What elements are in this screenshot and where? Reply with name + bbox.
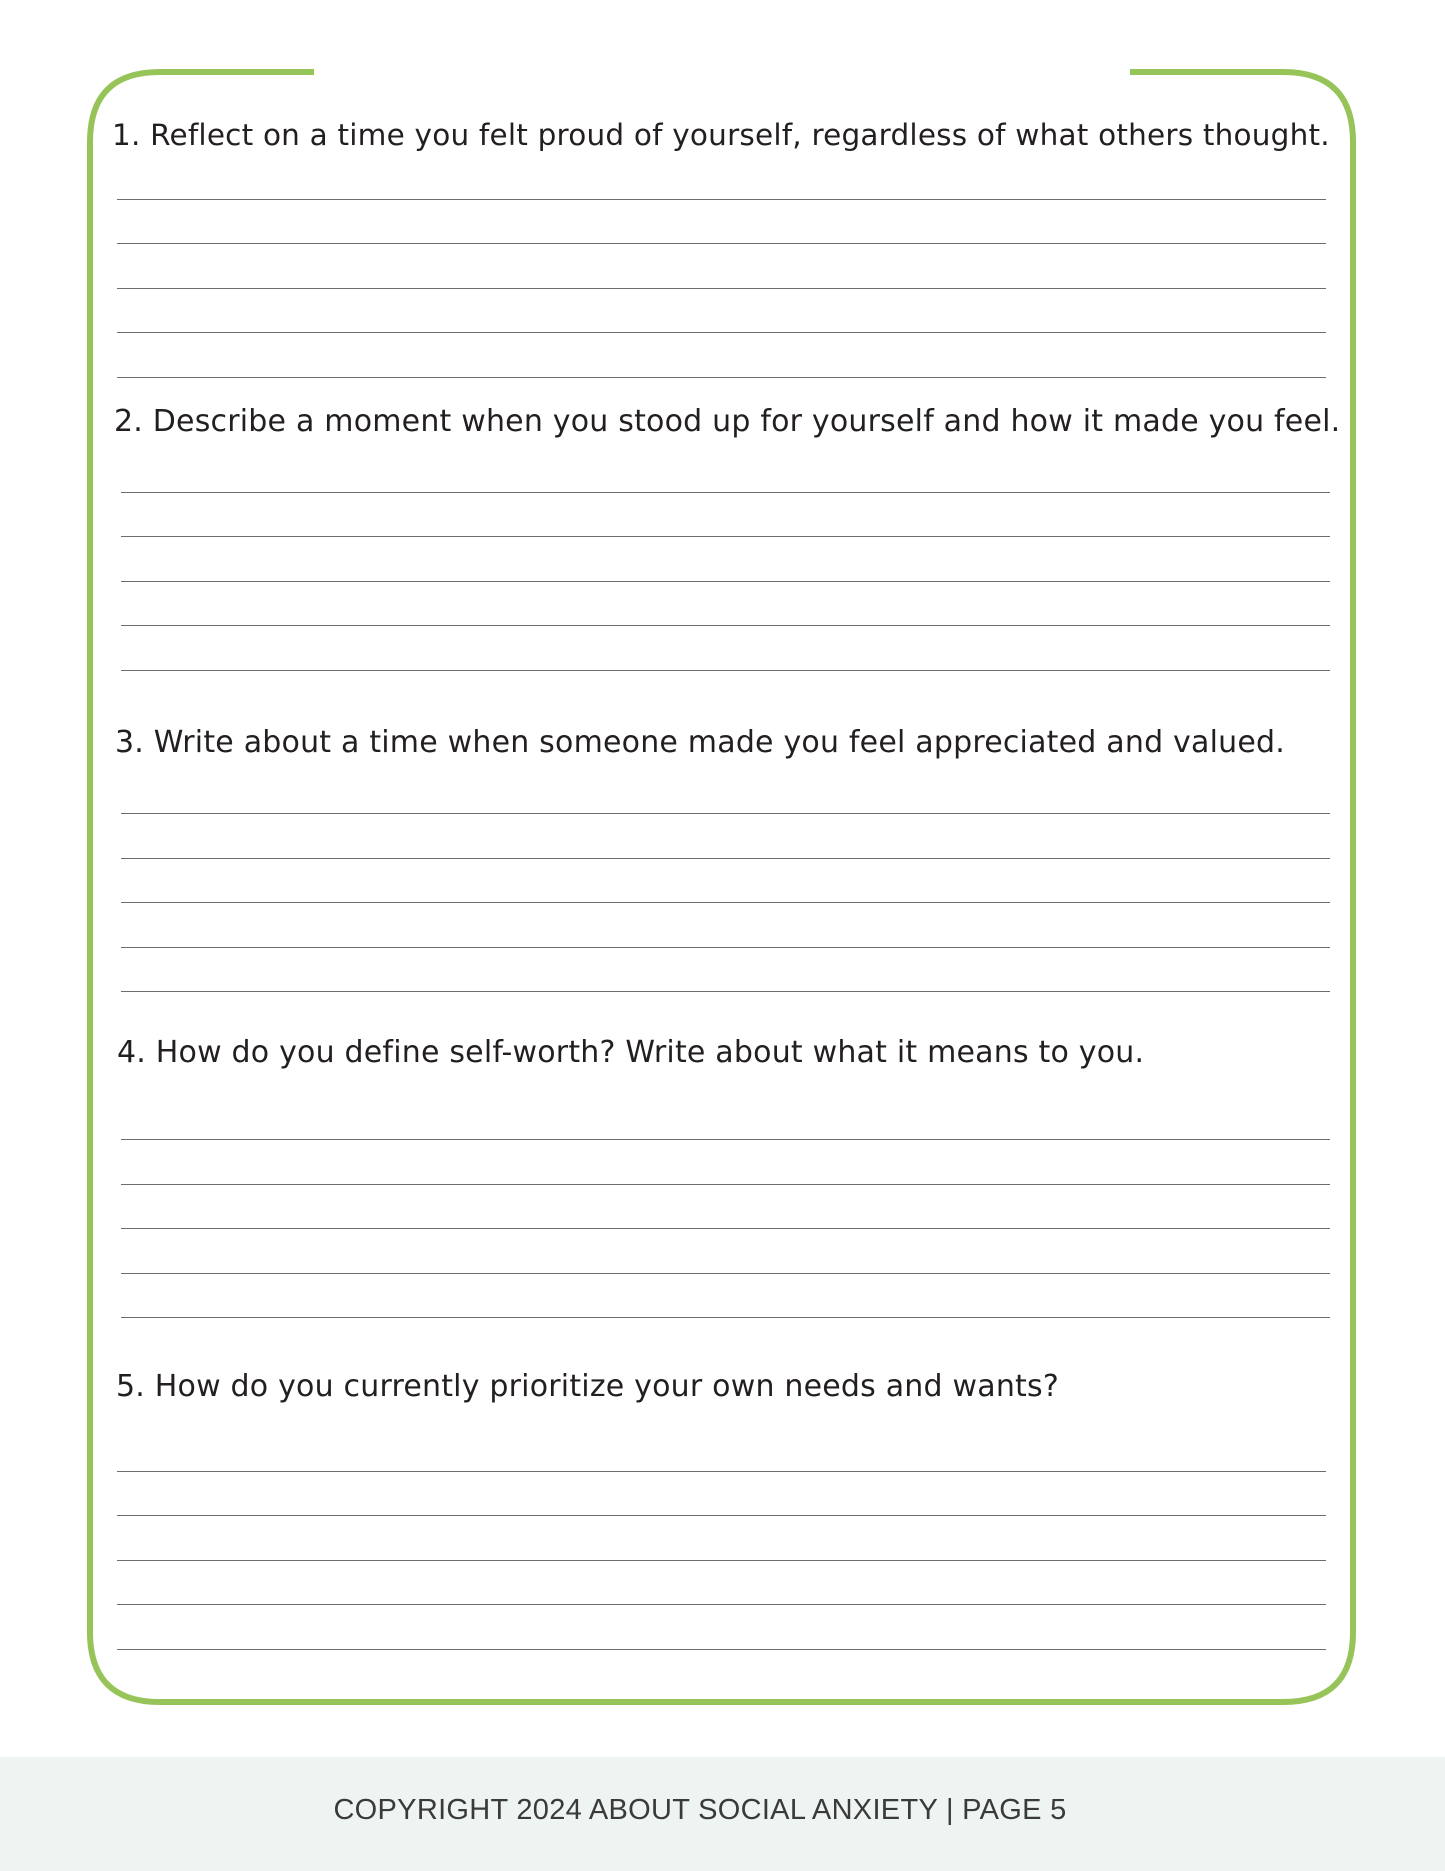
prompt-5: 5. How do you currently prioritize your own needs and wants? [116, 1369, 1059, 1404]
answer-line [117, 1471, 1326, 1472]
answer-line [117, 332, 1326, 333]
answer-line [121, 536, 1330, 537]
answer-line [121, 581, 1330, 582]
answer-line [121, 1273, 1330, 1274]
answer-line [117, 1604, 1326, 1605]
answer-line [117, 1649, 1326, 1650]
answer-line [121, 991, 1330, 992]
prompt-1: 1. Reflect on a time you felt proud of yourself, regardless of what others thought. [112, 118, 1330, 152]
answer-line [117, 288, 1326, 289]
prompt-4: 4. How do you define self-worth? Write about what it means to you. [117, 1035, 1145, 1070]
answer-line [117, 199, 1326, 200]
prompt-3: 3. Write about a time when someone made you feel appreciated and valued. [115, 725, 1285, 760]
answer-line [121, 625, 1330, 626]
footer-copyright: COPYRIGHT 2024 ABOUT SOCIAL ANXIETY | PAGE 5 [333, 1794, 1067, 1826]
answer-line [121, 1139, 1330, 1140]
answer-line [121, 1184, 1330, 1185]
answer-line [117, 1515, 1326, 1516]
answer-line [121, 813, 1330, 814]
answer-line [121, 670, 1330, 671]
answer-line [121, 858, 1330, 859]
answer-line [117, 377, 1326, 378]
answer-line [121, 902, 1330, 903]
answer-line [121, 947, 1330, 948]
frame-border [90, 72, 1353, 1702]
prompt-2: 2. Describe a moment when you stood up for yourself and how it made you feel. [114, 404, 1341, 439]
answer-line [121, 1228, 1330, 1229]
answer-line [121, 492, 1330, 493]
answer-line [117, 1560, 1326, 1561]
answer-line [117, 243, 1326, 244]
answer-line [121, 1317, 1330, 1318]
